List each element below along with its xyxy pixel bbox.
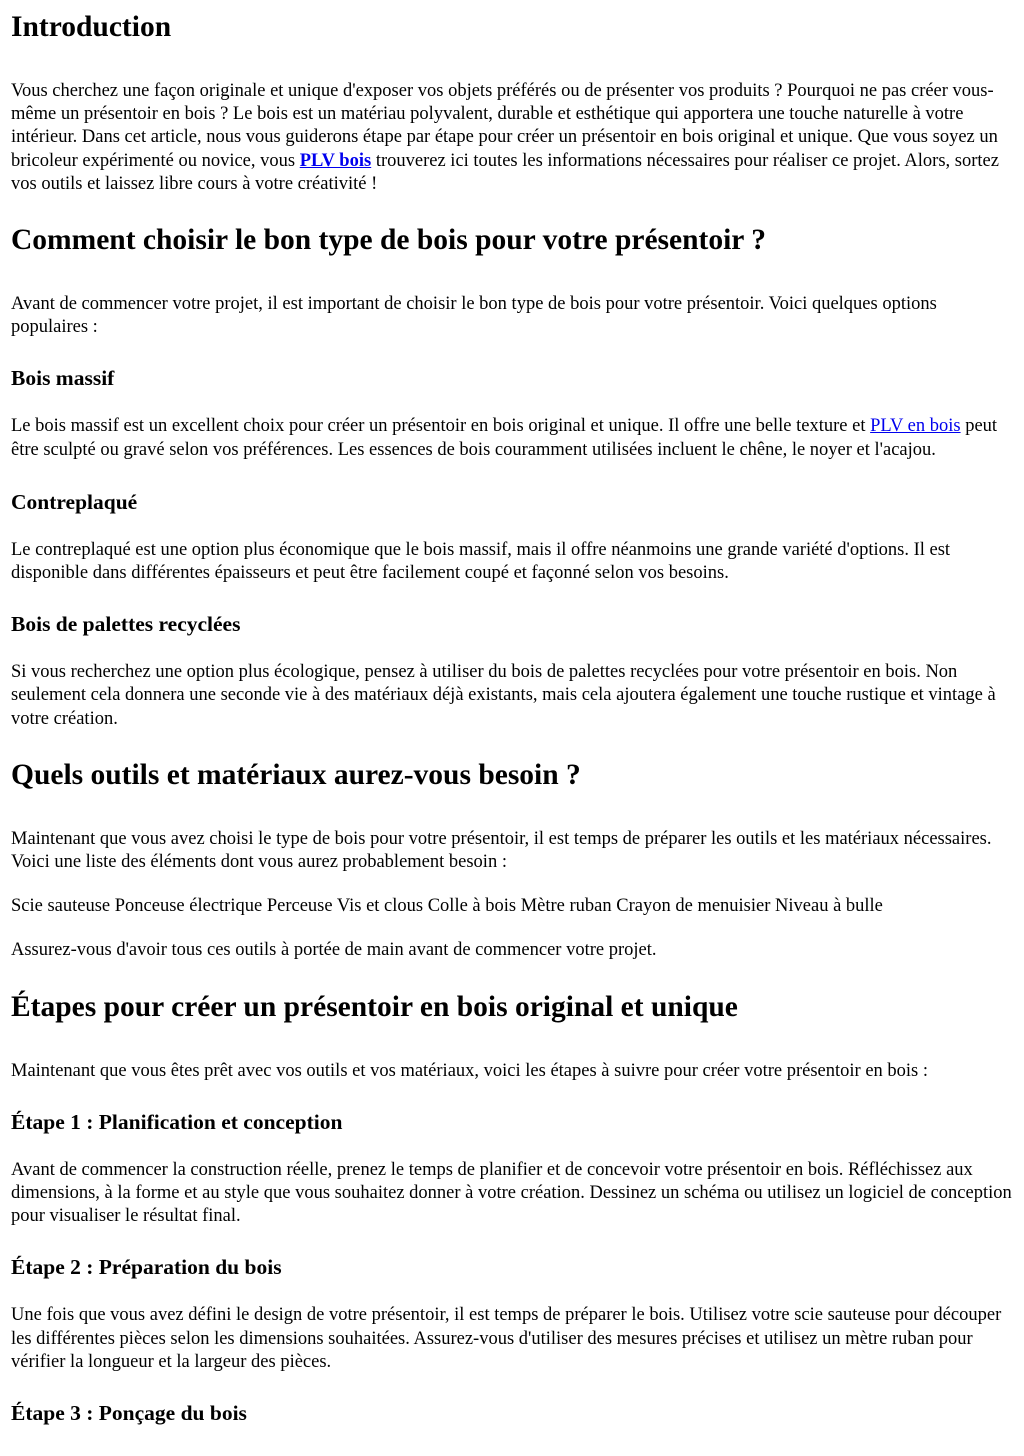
intro-paragraph (11, 80, 1013, 196)
tools-reminder: Assurez-vous d'avoir tous ces outils à portée de main avant de commencer votre projet. (11, 940, 657, 961)
bois-massif-heading: Bois massif (11, 366, 115, 391)
tools-paragraph: Maintenant que vous avez choisi le type de bois pour votre présentoir, il est temps de préparer les outils et les matériaux nécessaires. Voici une liste des éléments dont vous aurez probablement besoin : (11, 828, 992, 873)
step2-paragraph: Une fois que vous avez défini le design de votre présentoir, il est temps de préparer le bois. Utilisez votre scie sauteuse pour découper les différentes pièces selon les dimensions souhaitées. Assurez-vous d'utiliser des mesures précises et utilisez un mètre ruban pour vérifier la longueur et la largeur des pièces. (11, 1305, 1002, 1372)
bois-massif-text-before: Le bois massif est un excellent choix pour créer un présentoir en bois original et unique. Il offre une belle texture et (11, 416, 871, 437)
step1-heading: Étape 1 : Planification et conception (11, 1109, 343, 1134)
article (0, 10, 1024, 1426)
steps-paragraph: Maintenant que vous êtes prêt avec vos outils et vos matériaux, voici les étapes à suivre pour créer votre présentoir en bois : (11, 1060, 929, 1081)
plv-bois-link[interactable]: PLV bois (299, 150, 372, 171)
bois-massif-paragraph (11, 415, 1013, 461)
palettes-heading: Bois de palettes recyclées (11, 612, 241, 637)
step1-paragraph: Avant de commencer la construction réelle, prenez le temps de planifier et de concevoir votre présentoir en bois. Réfléchissez aux dimensions, à la forme et au style que vous souhaitez donner à votre création. Dessinez un schéma ou utilisez un logiciel de conception pour visualiser le résultat final. (11, 1159, 1012, 1227)
bois-massif-text-after: peut être sculpté ou gravé selon vos préférences. Les essences de bois couramment utilisées incluent le chêne, le noyer et l'acajou. (11, 416, 998, 460)
plv-en-bois-link[interactable]: PLV en bois (870, 416, 961, 437)
choose-wood-paragraph: Avant de commencer votre projet, il est important de choisir le bon type de bois pour votre présentoir. Voici quelques options populaires : (11, 294, 937, 338)
contreplaque-heading: Contreplaqué (11, 489, 138, 514)
step2-heading: Étape 2 : Préparation du bois (11, 1255, 282, 1280)
intro-heading: Introduction (11, 11, 172, 43)
choose-wood-heading: Comment choisir le bon type de bois pour votre présentoir ? (11, 224, 766, 257)
palettes-paragraph: Si vous recherchez une option plus écologique, pensez à utiliser du bois de palettes recyclées pour votre présentoir en bois. Non seulement cela donnera une seconde vie à des matériaux déjà existants, mais cela ajoutera également une touche rustique et vintage à votre création. (11, 662, 996, 729)
tools-list: Scie sauteuse Ponceuse électrique Perceuse Vis et clous Colle à bois Mètre ruban Crayon de menuisier Niveau à bulle (11, 896, 883, 917)
contreplaque-paragraph: Le contreplaqué est une option plus économique que le bois massif, mais il offre néanmoins une grande variété d'options. Il est disponible dans différentes épaisseurs et peut être facilement coupé et façonné selon vos besoins. (11, 539, 951, 584)
intro-text-after: trouverez ici toutes les informations nécessaires pour réaliser ce projet. Alors, sortez vos outils et laissez libre cours à votre créativité ! (11, 150, 999, 194)
steps-heading: Étapes pour créer un présentoir en bois original et unique (11, 990, 738, 1023)
intro-text-before: Vous cherchez une façon originale et unique d'exposer vos objets préférés ou de présenter vos produits ? Pourquoi ne pas créer vous-même un présentoir en bois ? Le bois est un matériau polyvalent, durable et esthétique qui apportera une touche naturelle à votre intérieur. Dans cet article, nous vous guiderons étape par étape pour créer un présentoir en bois original et unique. Que vous soyez un bricoleur expérimenté ou novice, vous (11, 81, 998, 171)
step3-heading: Étape 3 : Ponçage du bois (11, 1401, 247, 1426)
tools-heading: Quels outils et matériaux aurez-vous besoin ? (11, 758, 581, 791)
